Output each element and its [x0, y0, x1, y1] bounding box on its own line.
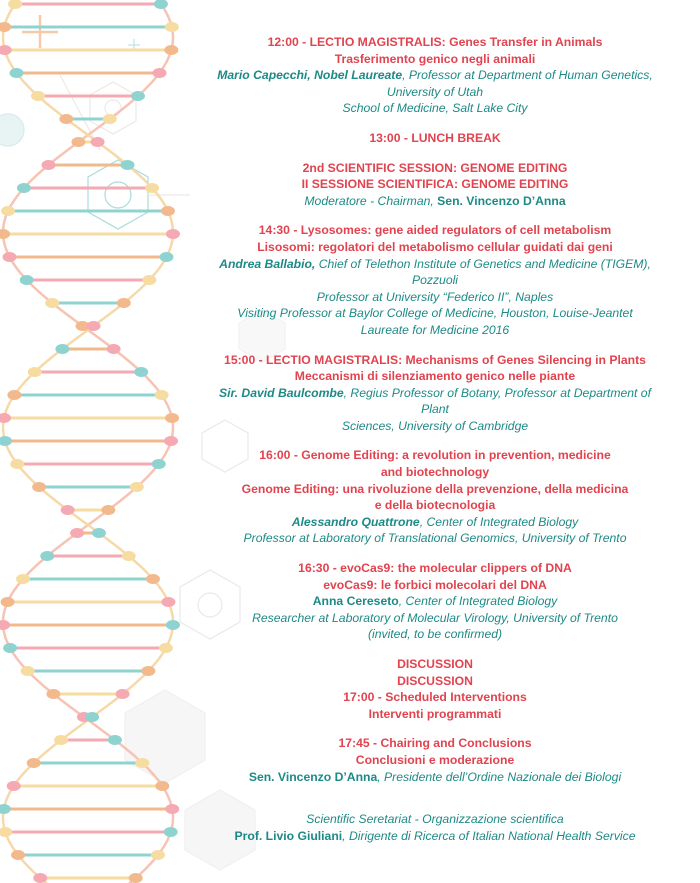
- dna-bead: [130, 482, 144, 492]
- speaker-affiliation: Researcher at Laboratory of Molecular Virology, University of Trento: [252, 610, 618, 625]
- dna-bead: [31, 91, 45, 101]
- dna-bead: [164, 436, 178, 446]
- talk-genome-editing: [205, 447, 665, 547]
- dna-bead: [166, 620, 180, 630]
- dna-bead: [70, 528, 84, 538]
- speaker-role: Chief of Telethon Institute of Genetics and Medicine (TIGEM), Pozzuoli: [315, 256, 651, 288]
- dna-bead: [116, 689, 130, 699]
- dna-bead: [108, 735, 122, 745]
- moderator-line: [205, 193, 665, 210]
- talk-title-en: 15:00 - LECTIO MAGISTRALIS: Mechanisms of Genes Silencing in Plants: [224, 352, 646, 367]
- dna-bead: [129, 873, 143, 883]
- scientific-secretariat: [205, 811, 665, 844]
- talk-title-it: evoCas9: le forbici molecolari del DNA: [323, 577, 547, 592]
- dna-bead: [7, 390, 21, 400]
- talk-title-it: Genome Editing: una rivoluzione della prevenzione, della medicina: [241, 481, 629, 496]
- dna-bead: [61, 505, 75, 515]
- talk-title-en: 16:00 - Genome Editing: a revolution in prevention, medicine: [259, 448, 611, 463]
- speaker-line: [205, 769, 665, 786]
- dna-bead: [27, 758, 41, 768]
- speaker-role: , Center of Integrated Biology: [419, 514, 579, 529]
- dna-bead: [117, 298, 131, 308]
- dna-bead: [1, 206, 15, 216]
- dna-bead: [166, 229, 180, 239]
- talk-lysosomes: [205, 222, 665, 338]
- speaker-line: [205, 514, 665, 531]
- dna-bead: [16, 574, 30, 584]
- dna-bead: [0, 45, 12, 55]
- dna-bead: [0, 804, 11, 814]
- dna-bead: [10, 459, 24, 469]
- dna-bead: [141, 666, 155, 676]
- dna-bead: [165, 22, 179, 32]
- discussion-label: DISCUSSION: [397, 673, 473, 688]
- lunch-break: [205, 130, 665, 147]
- talk-plants: [205, 352, 665, 435]
- closing-title-it: Conclusioni e moderazione: [355, 752, 515, 767]
- dna-bead: [101, 505, 115, 515]
- speaker-role: , Center of Integrated Biology: [398, 594, 558, 609]
- dna-bead: [154, 0, 168, 9]
- speaker-name: Sen. Vincenzo D’Anna: [248, 769, 378, 784]
- dna-bead: [92, 528, 106, 538]
- dna-bead: [28, 367, 42, 377]
- dna-bead: [8, 0, 22, 9]
- talk-evocas9: [205, 560, 665, 643]
- talk-title-en: and biotechnology: [380, 465, 490, 480]
- dna-bead: [32, 482, 46, 492]
- speaker-affiliation: Laureate for Medicine 2016: [360, 322, 510, 337]
- dna-bead: [0, 22, 11, 32]
- dna-bead: [0, 436, 12, 446]
- speaker-affiliation: University of Utah: [386, 84, 484, 99]
- speaker-affiliation: (invited, to be confirmed): [367, 627, 503, 642]
- dna-bead: [85, 712, 99, 722]
- speaker-affiliation: Visiting Professor at Baylor College of Medicine, Houston, Louise-Jeantet: [237, 306, 633, 321]
- moderator-label: Moderatore - Chairman,: [304, 193, 438, 208]
- dna-bead: [46, 689, 60, 699]
- talk-title-it: Meccanismi di silenziamento genico nelle piante: [294, 369, 576, 384]
- session-title-it: Trasferimento genico negli animali: [334, 51, 536, 66]
- dna-bead: [20, 275, 34, 285]
- closing-title-en: 17:45 - Chairing and Conclusions: [338, 736, 532, 751]
- dna-bead: [91, 137, 105, 147]
- dna-bead: [0, 413, 11, 423]
- speaker-affiliation: Professor at Laboratory of Translational Genomics, University of Trento: [243, 531, 627, 546]
- speaker-affiliation: Sciences, University of Cambridge: [341, 418, 529, 433]
- dna-bead: [45, 298, 59, 308]
- dna-bead: [159, 643, 173, 653]
- dna-bead: [86, 321, 100, 331]
- speaker-name: Anna Cereseto: [312, 594, 399, 609]
- scheduled-interventions-it: Interventi programmati: [368, 706, 502, 721]
- dna-bead: [161, 597, 175, 607]
- dna-bead: [54, 735, 68, 745]
- secretariat-line: [205, 828, 665, 845]
- program-schedule: [205, 34, 665, 857]
- speaker-affiliation: School of Medicine, Salt Lake City: [342, 101, 528, 116]
- dna-bead: [33, 873, 47, 883]
- speaker-name: Alessandro Quattrone: [291, 514, 420, 529]
- dna-bead: [7, 781, 21, 791]
- secretariat-name: Prof. Livio Giuliani: [234, 828, 343, 843]
- dna-bead: [145, 183, 159, 193]
- dna-bead: [3, 252, 17, 262]
- speaker-line: [205, 67, 665, 84]
- closing-session: [205, 735, 665, 785]
- dna-bead: [164, 45, 178, 55]
- dna-bead: [55, 344, 69, 354]
- talk-title-it: Lisosomi: regolatori del metabolismo cellular guidati dai geni: [257, 239, 613, 254]
- secretariat-label: Scientific Seretariat - Organizzazione scientifica: [306, 812, 564, 827]
- speaker-line: [205, 593, 665, 610]
- dna-bead: [152, 459, 166, 469]
- session-lectio-animals: [205, 34, 665, 117]
- speaker-role: , Regius Professor of Botany, Professor at Department of Plant: [343, 385, 651, 417]
- speaker-role: , Presidente dell’Ordine Nazionale dei Biologi: [377, 769, 622, 784]
- dna-bead: [0, 827, 12, 837]
- talk-title-en: 14:30 - Lysosomes: gene aided regulators of cell metabolism: [258, 223, 612, 238]
- dna-bead: [131, 91, 145, 101]
- dna-bead: [11, 850, 25, 860]
- dna-bead: [122, 551, 136, 561]
- talk-title-en: 16:30 - evoCas9: the molecular clippers of DNA: [298, 561, 572, 576]
- speaker-affiliation: Professor at University “Federico II”, Naples: [316, 289, 554, 304]
- dna-bead: [121, 160, 135, 170]
- dna-bead: [3, 643, 17, 653]
- dna-bead: [0, 229, 10, 239]
- dna-bead: [40, 551, 54, 561]
- speaker-name: Mario Capecchi, Nobel Laureate: [217, 68, 403, 83]
- dna-bead: [59, 114, 73, 124]
- speaker-name: Sir. David Baulcombe: [219, 385, 344, 400]
- scheduled-interventions-en: 17:00 - Scheduled Interventions: [343, 690, 527, 705]
- dna-bead: [165, 804, 179, 814]
- lunch-break-label: 13:00 - LUNCH BREAK: [369, 130, 501, 145]
- dna-bead: [103, 114, 117, 124]
- dna-bead: [155, 390, 169, 400]
- dna-bead: [41, 160, 55, 170]
- dna-bead: [71, 137, 85, 147]
- session-title-en: 2nd SCIENTIFIC SESSION: GENOME EDITING: [302, 160, 568, 175]
- dna-bead: [146, 574, 160, 584]
- dna-bead: [107, 344, 121, 354]
- speaker-role: , Professor at Department of Human Genetics,: [402, 68, 653, 83]
- dna-bead: [0, 620, 10, 630]
- moderator-name: Sen. Vincenzo D’Anna: [437, 193, 566, 208]
- speaker-name: Andrea Ballabio,: [219, 256, 316, 271]
- discussion-label: DISCUSSION: [397, 657, 473, 671]
- dna-bead: [151, 850, 165, 860]
- speaker-line: [205, 256, 665, 289]
- dna-bead: [1, 597, 15, 607]
- session-title-it: II SESSIONE SCIENTIFICA: GENOME EDITING: [301, 177, 569, 192]
- speaker-line: [205, 385, 665, 418]
- discussion-block: [205, 656, 665, 722]
- dna-bead: [17, 183, 31, 193]
- dna-bead: [164, 827, 178, 837]
- dna-bead: [21, 666, 35, 676]
- dna-bead: [135, 758, 149, 768]
- second-scientific-session: [205, 160, 665, 210]
- dna-bead: [152, 68, 166, 78]
- dna-bead: [165, 413, 179, 423]
- dna-bead: [10, 68, 24, 78]
- dna-bead: [155, 781, 169, 791]
- dna-bead: [142, 275, 156, 285]
- dna-bead: [161, 206, 175, 216]
- dna-bead: [159, 252, 173, 262]
- talk-title-it: e della biotecnologia: [374, 498, 496, 513]
- dna-bead: [134, 367, 148, 377]
- session-title-en: 12:00 - LECTIO MAGISTRALIS: Genes Transfer in Animals: [267, 35, 603, 49]
- secretariat-role: , Dirigente di Ricerca of Italian National Health Service: [342, 828, 636, 843]
